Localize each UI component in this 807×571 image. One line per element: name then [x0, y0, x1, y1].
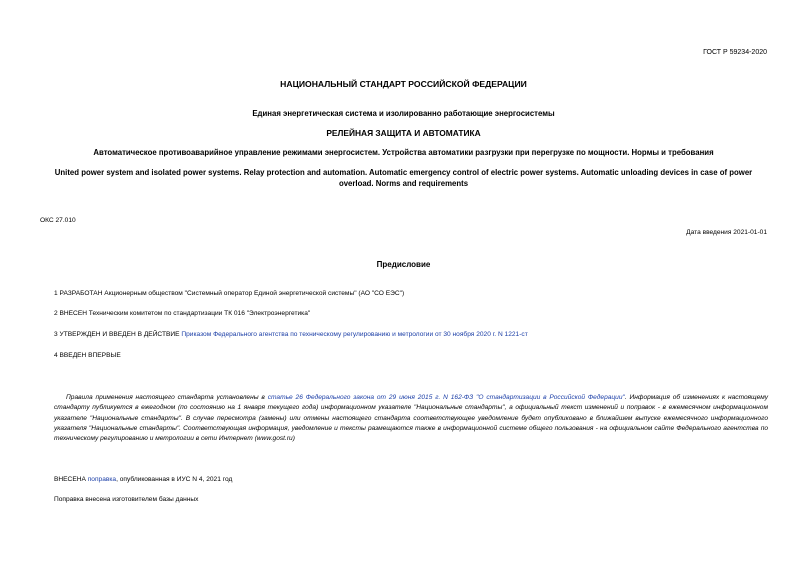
foreword-item-first-introduced: 4 ВВЕДЕН ВПЕРВЫЕ	[54, 352, 121, 359]
order-link[interactable]: Приказом Федерального агентства по техническому регулированию и метрологии от 30 ноября 2020 г. N 1221-ст	[181, 331, 528, 338]
oks-code: ОКС 27.010	[40, 217, 76, 224]
foreword-item-approved	[54, 331, 528, 338]
heading-national-standard: НАЦИОНАЛЬНЫЙ СТАНДАРТ РОССИЙСКОЙ ФЕДЕРАЦИИ	[280, 79, 527, 89]
heading-english-title: United power system and isolated power systems. Relay protection and automation. Automatic emergency control of electric power systems. Automatic unloading devices in case of power overload. Norms and requirements	[54, 168, 753, 188]
foreword-title: Предисловие	[376, 260, 431, 269]
amendment-note: Поправка внесена изготовителем базы данных	[54, 496, 199, 503]
heading-relay-protection: РЕЛЕЙНАЯ ЗАЩИТА И АВТОМАТИКА	[326, 128, 481, 138]
foreword-item-submitted: 2 ВНЕСЕН Техническим комитетом по стандартизации ТК 016 "Электроэнергетика"	[54, 310, 311, 317]
amendment-link[interactable]: поправка	[87, 476, 117, 483]
document-code: ГОСТ Р 59234-2020	[703, 49, 767, 56]
heading-energy-system: Единая энергетическая система и изолированно работающие энергосистемы	[252, 109, 555, 118]
rules-suffix: . Информация об изменениях к настоящему стандарту публикуется в ежегодном (по состоянию на 1 января текущего года) информационном указателе "Национальные стандарты", а официальный текст изменений и поправок - в ежемесячном информационном указателе "Национальные стандарты". В случае пересмотра (замены) или отмены настоящего стандарта соответствующее уведомление будет опубликовано в ближайшем выпуске ежемесячного информационного указателя "Национальные стандарты". Соответствующая информация, уведомление и тексты размещаются также в информационной системе общего пользования - на официальном сайте Федерального агентства по техническому регулированию и метрологии в сети Интернет (www.gost.ru)	[54, 394, 768, 443]
rules-paragraph	[54, 393, 768, 444]
amendment-prefix: ВНЕСЕНА	[54, 476, 88, 483]
foreword-item-developed: 1 РАЗРАБОТАН Акционерным обществом "Системный оператор Единой энергетической системы" (АО "СО ЕЭС")	[54, 290, 405, 297]
amendment-suffix: , опубликованная в ИУС N 4, 2021 год	[116, 476, 233, 483]
amendment-line	[54, 476, 232, 483]
heading-russian-title: Автоматическое противоаварийное управление режимами энергосистем. Устройства автоматики разгрузки при перегрузке по мощности. Нормы и требования	[93, 148, 714, 157]
introduction-date: Дата введения 2021-01-01	[686, 229, 767, 236]
federal-law-link[interactable]: статье 26 Федерального закона от 29 июня 2015 г. N 162-ФЗ "О стандартизации в Российской Федерации"	[267, 394, 625, 401]
approved-label: 3 УТВЕРЖДЕН И ВВЕДЕН В ДЕЙСТВИЕ	[54, 331, 182, 338]
rules-prefix: Правила применения настоящего стандарта установлены в	[66, 394, 268, 401]
